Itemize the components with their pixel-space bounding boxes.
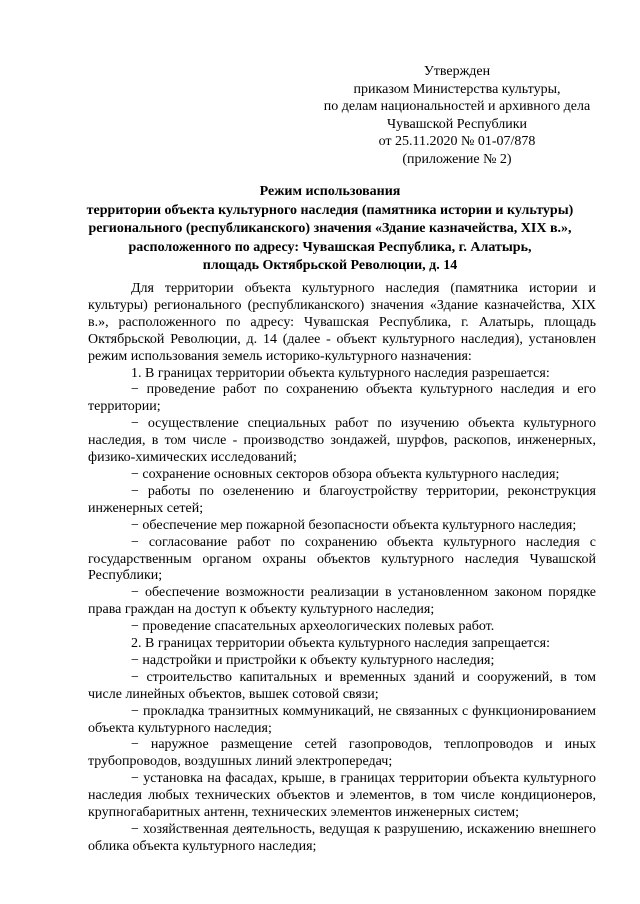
approval-line: (приложение № 2) [402,151,512,167]
prohibited-item: − хозяйственная деятельность, ведущая к разрушению, искажению внешнего облика объекта культурного наследия; [88,822,596,854]
permitted-item: − обеспечение мер пожарной безопасности объекта культурного наследия; [131,517,577,533]
permitted-item: − работы по озеленению и благоустройству территории, реконструкция инженерных сетей; [88,483,596,516]
permitted-item: − согласование работ по сохранению объекта культурного наследия с государственным органом охраны объектов культурного наследия Чувашской Республики; [88,534,596,584]
title-line: расположенного по адресу: Чувашская Республика, г. Алатырь, [128,239,532,255]
permitted-item: − проведение спасательных археологических полевых работ. [131,619,495,635]
permitted-item: − сохранение основных секторов обзора объекта культурного наследия; [131,466,560,482]
title-line: площадь Октябрьской Революции, д. 14 [202,258,458,273]
permitted-item: − проведение работ по сохранению объекта культурного наследия и его территории; [88,382,596,415]
permitted-item: − осуществление специальных работ по изучению объекта культурного наследия, в том числе - производство зондажей, шурфов, раскопов, инженерных, физико-химических исследований; [88,416,596,466]
permitted-item: − обеспечение возможности реализации в установленном законом порядке права граждан на доступ к объекту культурного наследия; [88,585,596,618]
section-2-heading: 2. В границах территории объекта культурного наследия запрещается: [131,636,551,652]
approval-line: по делам национальностей и архивного дела [323,99,591,114]
prohibited-item: − надстройки и пристройки к объекту культурного наследия; [131,652,495,668]
approval-line: приказом Министерства культуры, [353,81,561,97]
approval-line: Чувашской Республики [386,116,528,132]
prohibited-item: − строительство капитальных и временных зданий и сооружений, в том числе линейных объектов, вышек сотовой связи; [88,669,596,702]
title-line: Режим использования [259,184,401,199]
approval-line: Утвержден [423,64,491,79]
prohibited-item: − установка на фасадах, крыше, в границах территории объекта культурного наследия любых технических объектов и элементов, в том числе кондиционеров, крупногабаритных антенн, технических элементов инженерных систем; [88,771,596,821]
section-1-heading: 1. В границах территории объекта культурного наследия разрешается: [131,365,550,381]
approval-line: от 25.11.2020 № 01-07/878 [378,134,536,149]
intro-paragraph: Для территории объекта культурного наследия (памятника истории и культуры) регионального (республиканского) значения «Здание казначейства, XIX в.», расположенного по адресу: Чувашская Республика, г. Алатырь, площадь Октябрьской Революции, д. 14 (далее - объект культурного наследия), установлен режим использования земель историко-культурного назначения: [88,281,596,364]
document-body [88,281,596,856]
title-line: территории объекта культурного наследия (памятника истории и культуры) [86,202,574,218]
document-title [60,183,600,276]
prohibited-item: − наружное размещение сетей газопроводов, теплопроводов и иных трубопроводов, воздушных линий электропередач; [88,737,596,770]
approval-stamp [318,63,596,168]
prohibited-item: − прокладка транзитных коммуникаций, не связанных с функционированием объекта культурного наследия; [88,703,596,736]
title-line: регионального (республиканского) значения «Здание казначейства, XIX в.», [88,221,572,236]
